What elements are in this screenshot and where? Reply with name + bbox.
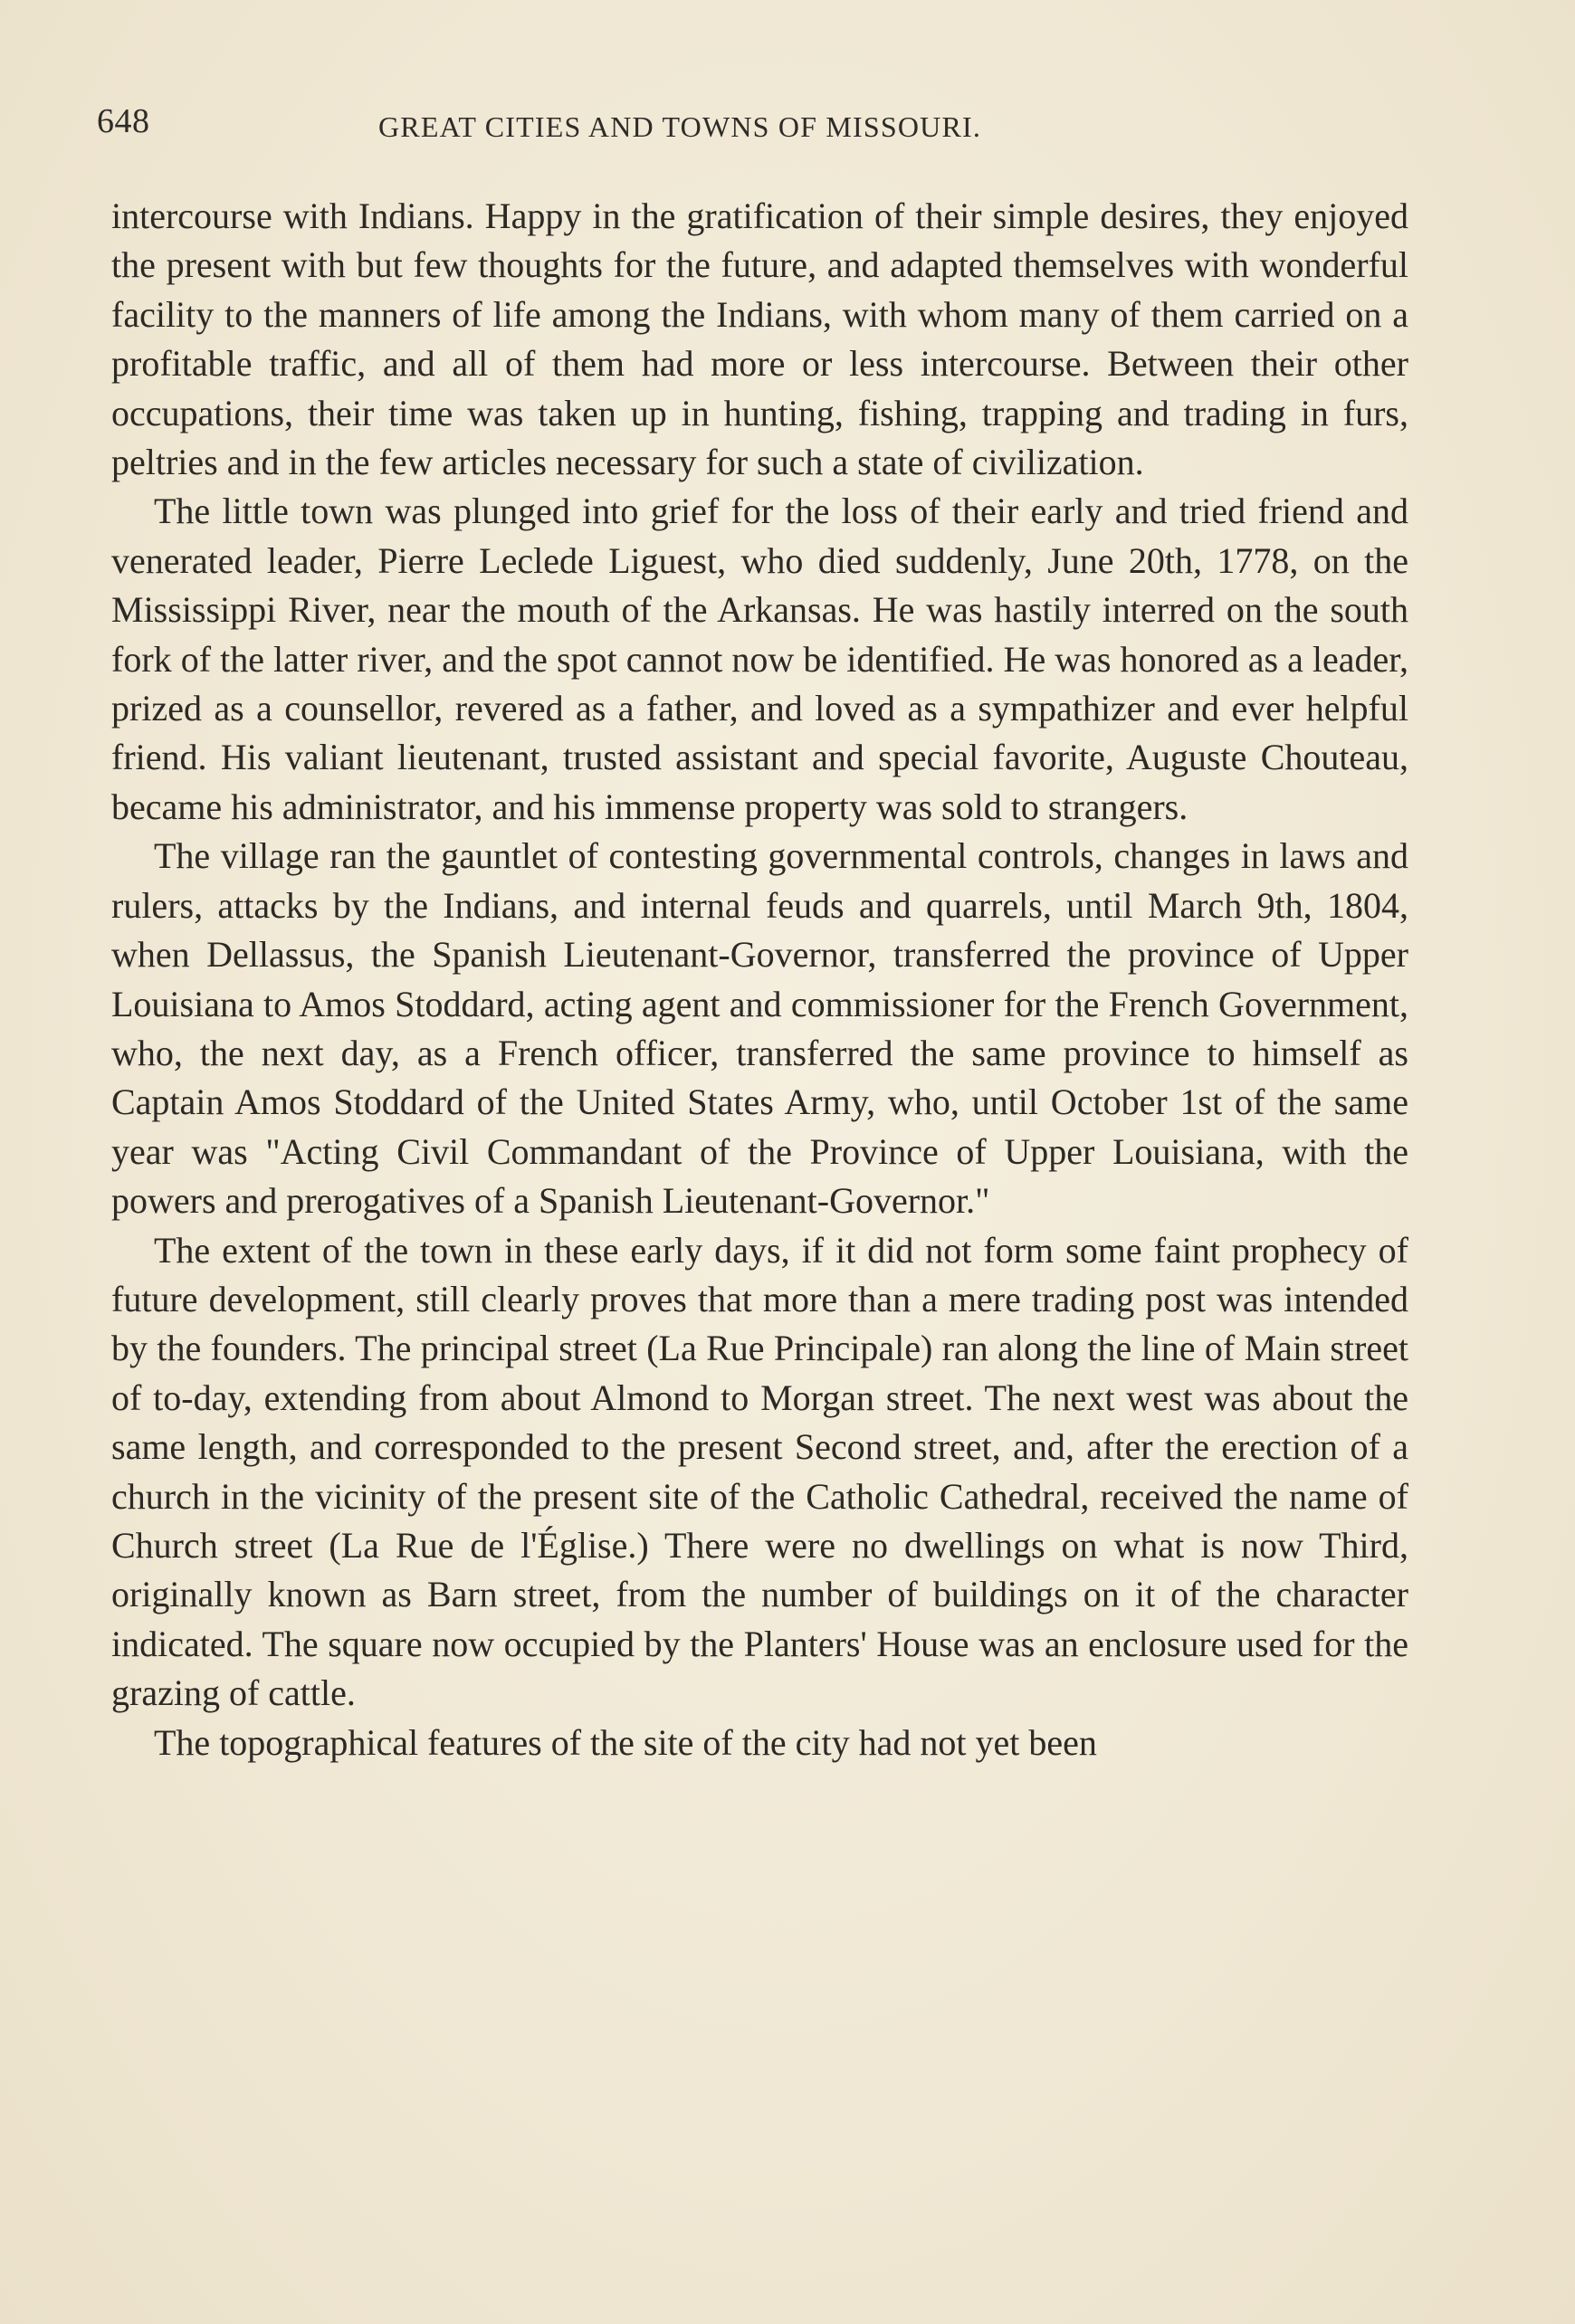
paragraph: The extent of the town in these early days, if it did not form some faint prophecy of future development, still clearly proves that more than a mere trading post was intended by the founders. The principal street (La Rue Principale) ran along the line of Main street of to-day, extending from about Almond to Morgan street. The next west was about the same length, and corresponded to the present Second street, and, after the erection of a church in the vicinity of the present site of the Catholic Cathedral, received the name of Church street (La Rue de l'Église.) There were no dwellings on what is now Third, originally known as Barn street, from the number of buildings on it of the character indicated. The square now occupied by the Planters' House was an enclosure used for the grazing of cattle. [111, 1229, 1408, 1714]
paragraph: The village ran the gauntlet of contesting governmental controls, changes in laws and rulers, attacks by the Indians, and internal feuds and quarrels, until March 9th, 1804, when Dellassus, the Spanish Lieutenant-Governor, transferred the province of Upper Louisiana to Amos Stoddard, acting agent and commissioner for the French Government, who, the next day, as a French officer, transferred the same province to himself as Captain Amos Stoddard of the United States Army, who, until October 1st of the same year was "Acting Civil Commandant of the Province of Upper Louisiana, with the powers and prerogatives of a Spanish Lieutenant-Governor." [111, 835, 1408, 1222]
body-text [111, 192, 1408, 1767]
paragraph: intercourse with Indians. Happy in the gratification of their simple desires, they enjoyed the present with but few thoughts for the future, and adapted themselves with wonderful facility to the manners of life among the Indians, with whom many of them carried on a profitable traffic, and all of them had more or less intercourse. Between their other occupations, their time was taken up in hunting, fishing, trapping and trading in furs, peltries and in the few articles necessary for such a state of civilization. [111, 195, 1408, 483]
paragraph: The topographical features of the site of the city had not yet been [154, 1721, 1097, 1763]
running-title: GREAT CITIES AND TOWNS OF MISSOURI. [378, 110, 982, 143]
paragraph: The little town was plunged into grief for the loss of their early and tried friend and venerated leader, Pierre Leclede Liguest, who died suddenly, June 20th, 1778, on the Mississippi River, near the mouth of the Arkansas. He was hastily interred on the south fork of the latter river, and the spot cannot now be identified. He was honored as a leader, prized as a counsellor, revered as a father, and loved as a sympathizer and ever helpful friend. His valiant lieutenant, trusted assistant and special favorite, Auguste Chouteau, became his administrator, and his immense property was sold to strangers. [111, 491, 1408, 827]
page-number: 648 [97, 102, 150, 140]
